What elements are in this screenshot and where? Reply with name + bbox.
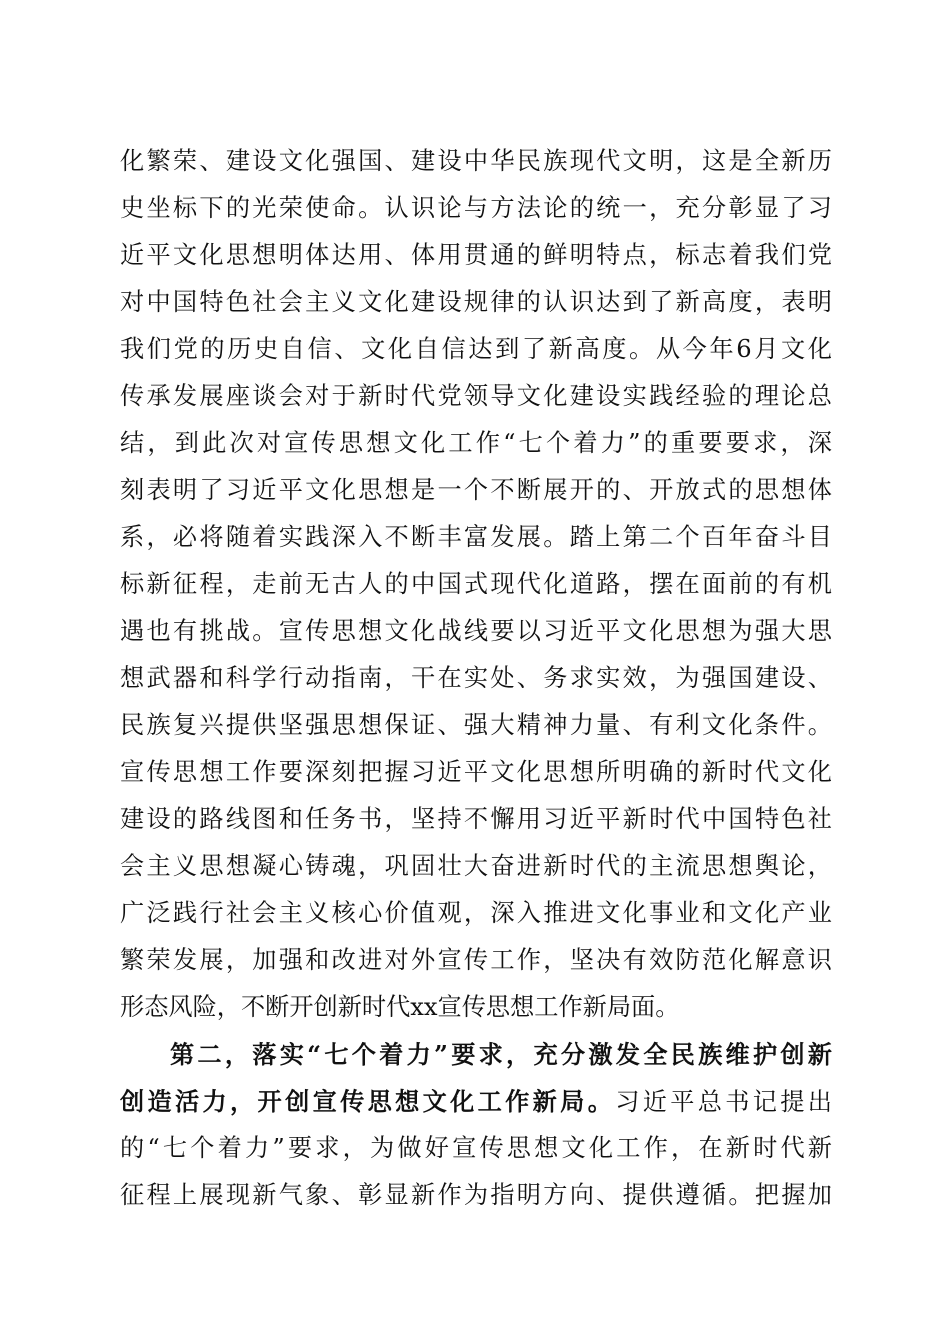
body-text xyxy=(120,138,832,1219)
text-line: 史坐标下的光荣使命。认识论与方法论的统一，充分彰显了习 xyxy=(120,194,832,222)
text-line: 化繁荣、建设文化强国、建设中华民族现代文明，这是全新历 xyxy=(120,147,832,175)
paragraph-2-heading-end: 创造活力，开创宣传思想文化工作新局。 xyxy=(120,1087,616,1116)
text-line: 传承发展座谈会对于新时代党领导文化建设实践经验的理论总 xyxy=(120,382,832,410)
text-line: 标新征程，走前无古人的中国式现代化道路，摆在面前的有机 xyxy=(120,570,832,598)
text-line: 征程上展现新气象、彰显新作为指明方向、提供遵循。把握加 xyxy=(120,1181,832,1209)
text-line: 建设的路线图和任务书，坚持不懈用习近平新时代中国特色社 xyxy=(120,805,832,833)
text-line: 想武器和科学行动指南，干在实处、务求实效，为强国建设、 xyxy=(120,664,832,692)
text-line: 繁荣发展，加强和改进对外宣传工作，坚决有效防范化解意识 xyxy=(120,946,832,974)
text-line: 对中国特色社会主义文化建设规律的认识达到了新高度，表明 xyxy=(120,288,832,316)
text-line: 民族复兴提供坚强思想保证、强大精神力量、有利文化条件。 xyxy=(120,711,832,739)
paragraph-2-heading-line: 第二，落实“七个着力”要求，充分激发全民族维护创新 xyxy=(170,1040,832,1069)
text-line: 刻表明了习近平文化思想是一个不断展开的、开放式的思想体 xyxy=(120,476,832,504)
paragraph-1 xyxy=(120,138,832,1031)
text-line: 广泛践行社会主义核心价值观，深入推进文化事业和文化产业 xyxy=(120,899,832,927)
text-line: 我们党的历史自信、文化自信达到了新高度。从今年6月文化 xyxy=(120,335,832,363)
text-line: 结，到此次对宣传思想文化工作“七个着力”的重要要求，深 xyxy=(120,429,832,457)
paragraph-2-text: 习近平总书记提出 xyxy=(615,1088,832,1116)
text-line: 宣传思想工作要深刻把握习近平文化思想所明确的新时代文化 xyxy=(120,758,832,786)
text-line: 的“七个着力”要求，为做好宣传思想文化工作，在新时代新 xyxy=(120,1134,832,1162)
text-line: 系，必将随着实践深入不断丰富发展。踏上第二个百年奋斗目 xyxy=(120,523,832,551)
text-line: 会主义思想凝心铸魂，巩固壮大奋进新时代的主流思想舆论， xyxy=(120,852,832,880)
text-line xyxy=(120,1078,832,1125)
text-line: 遇也有挑战。宣传思想文化战线要以习近平文化思想为强大思 xyxy=(120,617,832,645)
paragraph-2 xyxy=(120,1031,832,1219)
text-line: 近平文化思想明体达用、体用贯通的鲜明特点，标志着我们党 xyxy=(120,241,832,269)
text-line: 形态风险，不断开创新时代xx宣传思想工作新局面。 xyxy=(120,993,680,1021)
